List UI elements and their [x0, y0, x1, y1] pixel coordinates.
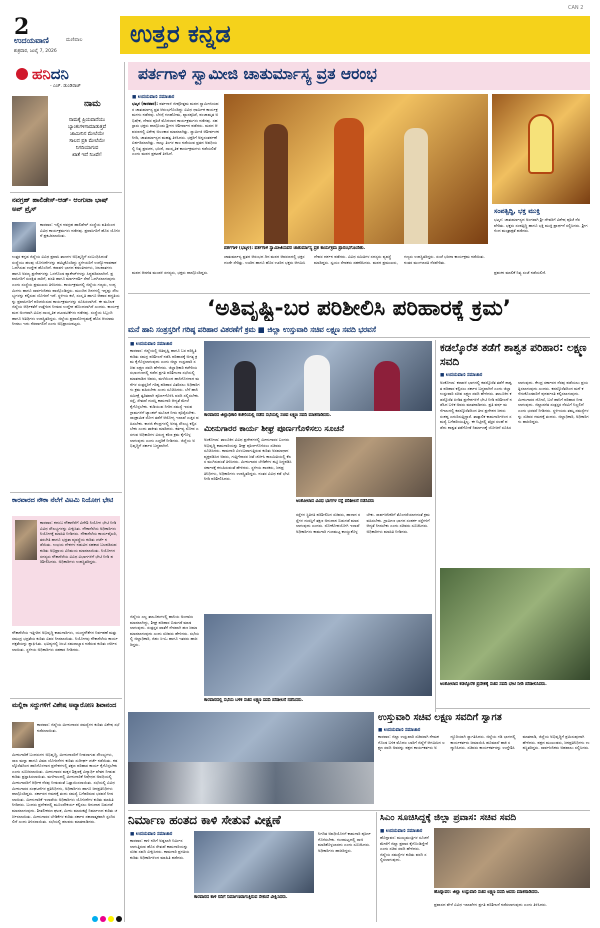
left-column [10, 62, 122, 922]
main-bottom-caption: ಕಾರವಾರದಲ್ಲಿ ಸಭೆಯ ಬಳಿಕ ಸಚಿವ ಲಕ್ಷ್ಮಣ ಸವದಿ ಪರಿಶೀಲನೆ ನಡೆಸಿದರು. [204, 698, 304, 703]
right-body: ಅಂಕೋಲಾ: ಕರಾವಳಿ ಭಾಗದಲ್ಲಿ ಕಡಲ್ಕೊರೆತ ತಡೆಗೆ ಶಾಶ್ವತ ಪರಿಹಾರ ಕಲ್ಪಿಸಲು ಸರ್ಕಾರ ಬದ್ಧವಾಗಿದೆ ಎಂದು ಜಿಲ್ಲಾ ಉಸ್ತುವಾರಿ ಸಚಿವ ಲಕ್ಷ್ಮಣ ಸವದಿ ಹೇಳಿದರು. ತಾಲೂಕಿನ ಕಡಲ್ಕೊರೆತ ಪೀಡಿತ ಪ್ರದೇಶಗಳಿಗೆ ಭೇಟಿ ನೀಡಿ ಪರಿಶೀಲನೆ ನಡೆಸಿದ ಬಳಿಕ ಅವರು ಮಾತನಾಡಿದರು. ಪ್ರತಿ ವರ್ಷ ಮಳೆಗಾಲದಲ್ಲಿ ಕಡಲ್ಕೊರೆತದಿಂದ ತೀರ ಪ್ರದೇಶದ ಜನರು ಸಂಕಷ್ಟ ಎದುರಿಸುತ್ತಿದ್ದಾರೆ. ತಾತ್ಕಾಲಿಕ ಕಾಮಗಾರಿಗಳಿಂದ ಸಮಸ್ಯೆ ಬಗೆಹರಿಯುತ್ತಿಲ್ಲ. ಈ ನಿಟ್ಟಿನಲ್ಲಿ ತಜ್ಞರ ಸಲಹೆ ಪಡೆದು ಶಾಶ್ವತ ತಡೆಗೋಡೆ ನಿರ್ಮಾಣಕ್ಕೆ ಯೋಜನೆ ರೂಪಿಸಲಾಗುವುದು. ಕೇಂದ್ರ ಸರ್ಕಾರದ ನೆರವು ಪಡೆಯಲು ಪ್ರಯತ್ನಿಸಲಾಗುವುದು ಎಂದರು. ಕಡಲ್ಕೊರೆತದಿಂದ ಮನೆ ಕಳೆದುಕೊಂಡವರಿಗೆ ಪುನರ್ವಸತಿ ಕಲ್ಪಿಸಲಾಗುವುದು. ಮೀನುಗಾರರ ದೋಣಿ, ಬಲೆ ಹಾನಿಗೆ ಪರಿಹಾರ ನೀಡಲಾಗುವುದು. ಜಿಲ್ಲಾಡಳಿತ ಸಂತ್ರಸ್ತರ ನೆರವಿಗೆ ನಿಲ್ಲಲಿದೆ ಎಂದು ಭರವಸೆ ನೀಡಿದರು. ಸ್ಥಳೀಯರು ತಮ್ಮ ಸಮಸ್ಯೆಗಳನ್ನು ಸಚಿವರ ಗಮನಕ್ಕೆ ತಂದರು. ಜಿಲ್ಲಾಧಿಕಾರಿ, ಅಧಿಕಾರಿಗಳು ಹಾಜರಿದ್ದರು. [440, 380, 589, 430]
left-story1-body: ಕಾರವಾರ: ಇಲ್ಲಿನ ನವಗ್ರಹ ಹಾಲಿಡೇಸ್ ಸಂಸ್ಥೆಯ ವತಿಯಿಂದ ವಿವಿಧ ಕಾರ್ಯಕ್ರಮಗಳು ನಡೆದವು. ಪ್ರವಾಸಿಗರಿಗೆ ಹೊಸ ಯೋಜನೆ ಪ್ರಕಟಿಸಲಾಯಿತು. [40, 222, 120, 239]
issue-date: ಶುಕ್ರವಾರ, ಜುಲೈ 7, 2026 [14, 49, 57, 54]
left-story3-headline: ಮಲ್ಲಿಕಾ ಸದ್ದುಗಳಿಗೆ ವಿಶೇಷ ಅವ್ಯಾರೋಣ ಶಿವಾನಂದ [12, 702, 117, 709]
city-name: ಮಣಿಪಾಲ [66, 37, 83, 43]
bottom-right-body: ಹೊನ್ನಾವರ: ಮುಖ್ಯಮಂತ್ರಿಗಳ ಸೂಚನೆ ಮೇರೆಗೆ ಜಿಲ್ಲಾ ಪ್ರವಾಸ ಕೈಗೊಂಡಿದ್ದೇನೆ ಎಂದು ಸಚಿವ ಸವದಿ ಹೇಳಿದರು. ಜಿಲ್ಲೆಯ ಸಮಸ್ಯೆಗಳ ಕುರಿತು ವರದಿ ಸಲ್ಲಿಸಲಾಗುವುದು. [380, 835, 429, 863]
bottom-right-body2: ಪ್ರವಾಸದ ವೇಳೆ ವಿವಿಧ ಇಲಾಖೆಗಳ ಪ್ರಗತಿ ಪರಿಶೀಲನೆ ನಡೆಸಲಾಗುವುದು ಎಂದು ತಿಳಿಸಿದರು. [434, 902, 548, 907]
column-divider [376, 812, 377, 922]
left-story3-body-cont: ಮೀನುಗಾರಿಕೆ ಬಂದರುಗಳ ಅಭಿವೃದ್ಧಿ, ಮೀನುಗಾರರಿಗೆ ನೀಡಲಾಗುವ ಸೌಲಭ್ಯಗಳು, ಸಾಲ ಮನ್ನಾ ಹಾಗೂ ವಿಮಾ ಯೋಜನೆಗಳ ಕುರಿತು ಸುದೀರ್ಘ ಚರ್ಚೆ ನಡೆಯಿತು. ಕಡಲ್ಕೊರೆತದಿಂದ ಹಾನಿಗೊಳಗಾದ ಪ್ರದೇಶಗಳಲ್ಲಿ ತಕ್ಷಣ ಪರಿಹಾರ ಕಾರ್ಯ ಕೈಗೊಳ್ಳಬೇಕು ಎಂದು ಸೂಚಿಸಲಾಯಿತು. ಮೀನುಗಾರರ ಮಕ್ಕಳ ಶಿಕ್ಷಣಕ್ಕೆ ವಿದ್ಯಾರ್ಥಿ ವೇತನ ನೀಡುವ ಕುರಿತು ಪ್ರಸ್ತಾಪಿಸಲಾಯಿತು. ಮಳೆಗಾಲದಲ್ಲಿ ಮೀನುಗಾರಿಕೆ ನಿಷೇಧದ ಅವಧಿಯಲ್ಲಿ ಮೀನುಗಾರರಿಗೆ ಆರ್ಥಿಕ ನೆರವು ನೀಡುವಂತೆ ಒತ್ತಾಯಿಸಲಾಯಿತು. ಸಭೆಯಲ್ಲಿ ವಿವಿಧ ಮೀನುಗಾರರ ಸಂಘಟನೆಗಳ ಪ್ರತಿನಿಧಿಗಳು, ಅಧಿಕಾರಿಗಳು ಹಾಗೂ ಜನಪ್ರತಿನಿಧಿಗಳು ಪಾಲ್ಗೊಂಡಿದ್ದರು. ಸರ್ಕಾರದ ಗಮನಕ್ಕೆ ತಂದು ಸಮಸ್ಯೆ ಬಗೆಹರಿಸುವ ಭರವಸೆ ನೀಡಲಾಯಿತು. ಮೀನುಗಾರಿಕೆ ಇಲಾಖೆಯ ಅಧಿಕಾರಿಗಳು ಯೋಜನೆಗಳ ಕುರಿತು ಮಾಹಿತಿ ನೀಡಿದರು. ಬಂದರು ಪ್ರದೇಶದಲ್ಲಿ ಮೂಲಸೌಕರ್ಯ ಕಲ್ಪಿಸಲು ಅನುದಾನ ಬಿಡುಗಡೆ ಮಾಡಲಾಗುವುದು. ಶೀತಲೀಕರಣ ಘಟಕ, ಮೀನು ಮಾರುಕಟ್ಟೆ ನಿರ್ಮಾಣದ ಕುರಿತು ಚರ್ಚಿಸಲಾಯಿತು. ಮೀನುಗಾರರ ಬೇಡಿಕೆಗಳ ಕುರಿತು ಸರ್ಕಾರ ಸಕಾರಾತ್ಮಕವಾಗಿ ಸ್ಪಂದಿಸಲಿದೆ ಎಂದು ತಿಳಿಸಲಾಯಿತು. ಸಭೆಯಲ್ಲಿ ಹಲವರು ಮಾತನಾಡಿದರು. [12, 752, 118, 825]
right-headline: ಕಡಲ್ಕೊರೆತ ತಡೆಗೆ ಶಾಶ್ವತ ಪರಿಹಾರ: ಲಕ್ಷ್ಮಣ ಸವದಿ [440, 342, 587, 368]
column-divider [435, 340, 436, 712]
hanidani-header [10, 62, 122, 92]
main-photo-figure [234, 361, 256, 411]
bottom-right-byline: ■ ಉದಯವಾಣಿ ಸಮಾಚಾರ [380, 829, 423, 834]
divider [10, 492, 122, 493]
bottom-left-byline: ■ ಉದಯವಾಣಿ ಸಮಾಚಾರ [130, 832, 173, 837]
divider [128, 810, 590, 811]
divider [128, 293, 590, 294]
wide-photo [128, 712, 374, 804]
divider [10, 192, 122, 193]
lead-side-photo [492, 94, 590, 204]
deity-icon [528, 114, 554, 174]
register-dot [100, 916, 106, 922]
poem-line: ಖಾತೆ ಇದೆ ನಿಜವೇ! [72, 153, 102, 158]
welcome-byline: ■ ಉದಯವಾಣಿ ಸಮಾಚಾರ [378, 728, 421, 733]
main-inner-photo [296, 437, 432, 497]
lead-dateline: ಭಟ್ಕಳ (ಕಾರವಾರ): [132, 101, 158, 106]
welcome-body: ಕಾರವಾರ: ಜಿಲ್ಲಾ ಉಸ್ತುವಾರಿ ಸಚಿವರಾಗಿ ನೇಮಕಗೊಂಡ ಬಳಿಕ ಮೊದಲ ಬಾರಿಗೆ ಜಿಲ್ಲೆಗೆ ಆಗಮಿಸಿದ ಲಕ್ಷ್ಮಣ ಸವದಿ ಅವರನ್ನು ಪಕ್ಷದ ಕಾರ್ಯಕರ್ತರು ಅದ್ದೂರಿಯಾಗಿ ಸ್ವಾಗತಿಸಿದರು. ಜಿಲ್ಲೆಯ ಗಡಿ ಭಾಗದಲ್ಲಿ ಕಾರ್ಯಕರ್ತರು ಜಮಾಯಿಸಿ ಹೂಮಾಲೆ ಹಾಕಿ ಸನ್ಮಾನಿಸಿದರು. ಸಚಿವರು ಕಾರ್ಯಕರ್ತರನ್ನು ಉದ್ದೇಶಿಸಿ ಮಾತನಾಡಿ, ಜಿಲ್ಲೆಯ ಅಭಿವೃದ್ಧಿಗೆ ಶ್ರಮಿಸುವುದಾಗಿ ಹೇಳಿದರು. ಪಕ್ಷದ ಮುಖಂಡರು, ಜನಪ್ರತಿನಿಧಿಗಳು ಉಪಸ್ಥಿತರಿದ್ದರು. ಸಾರ್ವಜನಿಕರು ಅಹವಾಲು ಸಲ್ಲಿಸಿದರು. [378, 734, 590, 751]
main-bottom-photo [204, 614, 432, 696]
left-story2-photo [15, 520, 37, 560]
left-story2-box [12, 516, 120, 626]
bottom-left-headline: ನಿರ್ಮಾಣ ಹಂತದ ಕಾಳಿ ಸೇತುವೆ ವೀಕ್ಷಣೆ [128, 813, 281, 827]
lead-headline-bar [128, 62, 590, 90]
left-story3-body: ಕಾರವಾರ: ಜಿಲ್ಲೆಯ ಮೀನುಗಾರರ ಸಮಸ್ಯೆಗಳ ಕುರಿತು ವಿಶೇಷ ಸಭೆ ನಡೆಸಲಾಯಿತು. [37, 722, 120, 733]
bottom-right-photo [434, 828, 590, 888]
poem-line: ನಿಗದಿಯಾಗುವ [75, 146, 99, 151]
columnist-name: - ಎಚ್. ಡುಂಡಿರಾಜ್ [50, 84, 81, 89]
welcome-headline: ಉಸ್ತುವಾರಿ ಸಚಿವ ಲಕ್ಷ್ಮಣ ಸವದಿಗೆ ಸ್ವಾಗತ [378, 712, 502, 723]
main-subhead: ಮನೆ ಹಾನಿ ಸಂತ್ರಸ್ತರಿಗೆ ಗರಿಷ್ಠ ಪರಿಹಾರ ವಿತರಣೆಗೆ ಕ್ರಮ ■ ಜಿಲ್ಲಾ ಉಸ್ತುವಾರಿ ಸಚಿವ ಲಕ್ಷ್ಮಣ ಸವದಿ ಭರವಸೆ [128, 325, 376, 334]
bottom-right-caption: ಹೊನ್ನಾವರ: ಜಿಲ್ಲಾ ಉಸ್ತುವಾರಿ ಸಚಿವ ಲಕ್ಷ್ಮಣ ಸವದಿ ಅವರು ಮಾತನಾಡಿದರು. [434, 890, 540, 895]
poem-line: ಸಾಲದ ಪ್ರತಿ ಮೇಲೆಯೇ [69, 139, 105, 144]
main-body-col3: ರಸ್ತೆಗಳ ಸ್ಥಿತಿಗತಿ ಪರಿಶೀಲಿಸಿದ ಸಚಿವರು, ಹಾಳಾದ ರಸ್ತೆಗಳ ದುರಸ್ತಿಗೆ ತಕ್ಷಣ ಅನುದಾನ ಬಿಡುಗಡೆ ಮಾಡಲಾಗುವುದು ಎಂದರು. ಲೋಕೋಪಯೋಗಿ ಇಲಾಖೆ ಅಧಿಕಾರಿಗಳು ಕಾಮಗಾರಿ ಗುಣಮಟ್ಟ ಕಾಯ್ದುಕೊಳ್ಳಬೇಕು. ಸಾರ್ವಜನಿಕರಿಗೆ ತೊಂದರೆಯಾಗದಂತೆ ಕ್ರಮ ವಹಿಸಬೇಕು. ಗ್ರಾಮೀಣ ಭಾಗದ ಸಂಪರ್ಕ ರಸ್ತೆಗಳಿಗೆ ಆದ್ಯತೆ ನೀಡಬೇಕು ಎಂದು ಸಚಿವರು ಸೂಚಿಸಿದರು. ಅಧಿಕಾರಿಗಳು ಮಾಹಿತಿ ನೀಡಿದರು. [296, 512, 430, 534]
registration-marks [92, 916, 122, 922]
edition-tag: CAN 2 [568, 5, 584, 11]
main-photo [204, 341, 432, 411]
main-headline: ‘ಅತಿವೃಷ್ಟಿ-ಬರ ಪರಿಶೀಲಿಸಿ ಪರಿಹಾರಕ್ಕೆ ಕ್ರಮ’ [207, 296, 511, 321]
main-body-col1: ಕಾರವಾರ: ಜಿಲ್ಲೆಯಲ್ಲಿ ಅತಿವೃಷ್ಟಿ ಹಾಗೂ ಬರ ಪರಿಸ್ಥಿತಿ ಕುರಿತು ಸಮಗ್ರ ಪರಿಶೀಲನೆ ನಡೆಸಿ ಪರಿಹಾರಕ್ಕೆ ಅಗತ್ಯ ಕ್ರಮ ಕೈಗೊಳ್ಳಲಾಗುವುದು ಎಂದು ಜಿಲ್ಲಾ ಉಸ್ತುವಾರಿ ಸಚಿವ ಲಕ್ಷ್ಮಣ ಸವದಿ ಹೇಳಿದರು. ಜಿಲ್ಲಾಧಿಕಾರಿ ಕಚೇರಿಯ ಸಭಾಂಗಣದಲ್ಲಿ ನಡೆದ ಪ್ರಗತಿ ಪರಿಶೀಲನಾ ಸಭೆಯಲ್ಲಿ ಮಾತನಾಡಿದ ಅವರು, ಮಳೆಯಿಂದ ಹಾನಿಗೊಳಗಾದ ಮನೆಗಳ ಸಂತ್ರಸ್ತರಿಗೆ ಗರಿಷ್ಠ ಪರಿಹಾರ ವಿತರಿಸಲು ಅಧಿಕಾರಿಗಳು ಕ್ರಮ ವಹಿಸಬೇಕು ಎಂದು ಸೂಚಿಸಿದರು. ಬೆಳೆ ಹಾನಿ ಸಮೀಕ್ಷೆ ತ್ವರಿತವಾಗಿ ಪೂರ್ಣಗೊಳಿಸಿ ವರದಿ ಸಲ್ಲಿಸಬೇಕು. ರಸ್ತೆ, ಸೇತುವೆ ದುರಸ್ತಿ ಕಾಮಗಾರಿ ಆದ್ಯತೆ ಮೇಲೆ ಕೈಗೊಳ್ಳಬೇಕು. ಕುಡಿಯುವ ನೀರಿನ ಸಮಸ್ಯೆ ಇರುವ ಗ್ರಾಮಗಳಿಗೆ ಟ್ಯಾಂಕರ್ ಮೂಲಕ ನೀರು ಪೂರೈಸಬೇಕು. ಸಾಂಕ್ರಾಮಿಕ ರೋಗ ತಡೆಗೆ ಆರೋಗ್ಯ ಇಲಾಖೆ ಎಚ್ಚರ ವಹಿಸಬೇಕು. ಕಾಳಜಿ ಕೇಂದ್ರಗಳಲ್ಲಿ ಅಗತ್ಯ ಸೌಲಭ್ಯ ಕಲ್ಪಿಸಬೇಕು ಎಂದು ತಾಕೀತು ಮಾಡಿದರು. ಕರ್ತವ್ಯ ಲೋಪ ಎಸಗುವ ಅಧಿಕಾರಿಗಳ ವಿರುದ್ಧ ಕಠಿಣ ಕ್ರಮ ಕೈಗೊಳ್ಳಲಾಗುವುದು ಎಂದು ಎಚ್ಚರಿಕೆ ನೀಡಿದರು. ಜಿಲ್ಲೆಯ ಅಭಿವೃದ್ಧಿಗೆ ಸರ್ಕಾರ ಬದ್ಧವಾಗಿದೆ. [130, 348, 200, 449]
bottom-right-headline: ಸಿಎಂ ಸೂಚಿಸಿದ್ದಕ್ಕೆ ಜಿಲ್ಲಾ ಪ್ರವಾಸ: ಸಚಿವ ಸವದಿ [380, 813, 517, 823]
main-photo-figure [374, 361, 400, 411]
bottom-left-body2: ನಿಗದಿತ ಅವಧಿಯೊಳಗೆ ಕಾಮಗಾರಿ ಪೂರ್ಣಗೊಳಿಸಬೇಕು. ಗುಣಮಟ್ಟದಲ್ಲಿ ರಾಜಿ ಮಾಡಿಕೊಳ್ಳಬಾರದು ಎಂದು ಸೂಚಿಸಿದರು. ಅಧಿಕಾರಿಗಳು ಹಾಜರಿದ್ದರು. [318, 831, 371, 853]
poem-body [52, 117, 122, 159]
left-story3-photo [12, 722, 34, 748]
main-body-col1-cont: ಜಿಲ್ಲೆಯ ಎಲ್ಲ ತಾಲೂಕುಗಳಲ್ಲಿ ಹಾನಿಯ ಅಂದಾಜು ಮಾಡಲಾಗಿದ್ದು, ಶೀಘ್ರ ಪರಿಹಾರ ಬಿಡುಗಡೆ ಮಾಡಲಾಗುವುದು. ಸಂತ್ರಸ್ತರ ಖಾತೆಗೆ ನೇರವಾಗಿ ಹಣ ಜಮಾ ಮಾಡಲಾಗುವುದು ಎಂದು ಸಚಿವರು ಹೇಳಿದರು. ಸಭೆಯಲ್ಲಿ ಜಿಲ್ಲಾಧಿಕಾರಿ, ಜಿಪಂ ಸಿಇಒ ಹಾಗೂ ಇತರರು ಹಾಜರಿದ್ದರು. [130, 614, 200, 647]
main-photo-caption: ಕಾರವಾರದ ಜಿಲ್ಲಾಧಿಕಾರಿ ಕಚೇರಿಯಲ್ಲಿ ನಡೆದ ಸಭೆಯಲ್ಲಿ ಸಚಿವ ಲಕ್ಷ್ಮಣ ಸವದಿ ಮಾತನಾಡಿದರು. [204, 413, 332, 418]
right-photo-caption: ಅಂಕೋಲಾದ ಕಡಲ್ಕೊರೆತ ಪ್ರದೇಶಕ್ಕೆ ಸಚಿವ ಸವದಿ ಭೇಟಿ ನೀಡಿ ಪರಿಶೀಲಿಸಿದರು. [440, 682, 547, 687]
lead-side-body: ಭಟ್ಕಳ: ಚಾತುರ್ಮಾಸ್ಯದ ಅಂಗವಾಗಿ ಶ್ರೀ ದೇವರಿಗೆ ವಿಶೇಷ ಪೂಜೆ ನೆರವೇರಿತು. ಭಕ್ತರು ಸಂಪತ್ಸಿದ್ಧಿ ಹಾಗೂ ಭಕ್ತಿ ಮುಕ್ತಿ ಪ್ರಾರ್ಥನೆ ಸಲ್ಲಿಸಿದರು. ಶ್ರೀಗಳಿಂದ ಮಂತ್ರಾಕ್ಷತೆ ಪಡೆದರು. [494, 217, 588, 234]
section-banner [120, 16, 590, 54]
register-dot [92, 916, 98, 922]
bottom-left-body: ಕಾರವಾರ: ಕಾಳಿ ನದಿಗೆ ಅಡ್ಡಲಾಗಿ ನಿರ್ಮಿಸಲಾಗುತ್ತಿರುವ ಹೊಸ ಸೇತುವೆ ಕಾಮಗಾರಿಯನ್ನು ಸಚಿವ ಸವದಿ ವೀಕ್ಷಿಸಿದರು. ಕಾಮಗಾರಿ ಪ್ರಗತಿಯ ಕುರಿತು ಅಧಿಕಾರಿಗಳಿಂದ ಮಾಹಿತಿ ಪಡೆದರು. [130, 838, 190, 860]
section-title: ಉತ್ತರ ಕನ್ನಡ [130, 20, 231, 48]
right-photo [440, 568, 590, 680]
left-story2-body-cont: ನೌಕಾನೆಲೆಯ ಇತ್ತೀಚಿನ ಅಭಿವೃದ್ಧಿ ಕಾಮಗಾರಿಗಳು, ಯುದ್ಧನೌಕೆಗಳ ನಿರ್ವಹಣೆ ಮತ್ತು ಸಮುದ್ರ ಭದ್ರತೆಯ ಕುರಿತು ವಿವರ ನೀಡಲಾಯಿತು. ನಿಯೋಗವು ನೌಕಾನೆಲೆಯ ಕಾರ್ಯದಕ್ಷತೆಯನ್ನು ಶ್ಲಾಘಿಸಿತು. ಭವಿಷ್ಯದಲ್ಲಿ ಜಂಟಿ ಸಮರಾಭ್ಯಾಸ ನಡೆಸುವ ಕುರಿತು ಚರ್ಚಿಸಲಾಯಿತು. ಸ್ಥಳೀಯ ಅಧಿಕಾರಿಗಳು ಸಹಕಾರ ನೀಡಿದರು. [12, 630, 118, 652]
main-body-col2: ಅಂಕೋಲಾ: ತಾಲೂಕಿನ ವಿವಿಧ ಪ್ರದೇಶಗಳಲ್ಲಿ ಮೀನುಗಾರರ ಬಂದರು ಅಭಿವೃದ್ಧಿ ಕಾಮಗಾರಿಯನ್ನು ಶೀಘ್ರ ಪೂರ್ಣಗೊಳಿಸಲು ಸಚಿವರು ಸೂಚಿಸಿದರು. ಕಾಮಗಾರಿ ವಿಳಂಬವಾಗುತ್ತಿರುವ ಕುರಿತು ಅಸಮಾಧಾನ ವ್ಯಕ್ತಪಡಿಸಿದ ಅವರು, ಗುತ್ತಿಗೆದಾರರ ಜತೆ ಚರ್ಚಿಸಿ ಕಾಲಮಿತಿಯಲ್ಲಿ ಕೆಲಸ ಮುಗಿಸುವಂತೆ ತಿಳಿಸಿದರು. ಮೀನುಗಾರರ ಬೇಡಿಕೆಗಳ ಪಟ್ಟಿ ಸಿದ್ಧಪಡಿಸಿ ಸರ್ಕಾರಕ್ಕೆ ಕಳುಹಿಸುವಂತೆ ಹೇಳಿದರು. ಸ್ಥಳೀಯ ಶಾಸಕರು, ಜನಪ್ರತಿನಿಧಿಗಳು, ಅಧಿಕಾರಿಗಳು ಉಪಸ್ಥಿತರಿದ್ದರು. ನಂತರ ವಿವಿಧ ಕಡೆ ಭೇಟಿ ನೀಡಿ ಪರಿಶೀಲಿಸಿದರು. [204, 437, 292, 482]
paper-name: ಉದಯವಾಣಿ [14, 36, 49, 45]
left-story1-headline: ನವಗ್ರಹ್ ಹಾಲಿಡೇಸ್-ಆಡ್- ಆಂಗುಟಾ ಭಾಷ್ ಅಪ್ ಪ್ರೈಸ್ [12, 196, 109, 213]
divider [10, 698, 122, 699]
masthead [0, 0, 600, 60]
bottom-left-photo [194, 831, 314, 893]
brand-part2: ದನಿ [50, 65, 69, 83]
divider [435, 708, 590, 709]
main-inner-headline: ಮೀನುಗಾರರ ಕಾರ್ಯ ಶೀಘ್ರ ಪೂರ್ಣಗೊಳಿಸಲು ಸೂಚನೆ [204, 424, 344, 433]
divider [128, 337, 590, 338]
bottom-left-caption: ಕಾರವಾರದ ಕಾಳಿ ನದಿಗೆ ನಿರ್ಮಾಣವಾಗುತ್ತಿರುವ ಸೇತುವೆ ವೀಕ್ಷಿಸಿದರು. [194, 895, 288, 900]
lead-photo-figure [334, 118, 364, 244]
right-byline: ■ ಉದಯವಾಣಿ ಸಮಾಚಾರ [440, 373, 483, 378]
lead-photo-figure [404, 128, 428, 244]
lead-photo-caption: ಪರ್ತಗಾಳಿ (ಭಟ್ಕಳ): ಪರ್ತಗಾಳಿ ಸ್ವಾಮೀಜಿಯವರ ಚಾತುರ್ಮಾಸ್ಯ ವ್ರತ ಕಾರ್ಯಕ್ರಮ ಪ್ರಾರಂಭಗೊಂಡಿತು. [224, 246, 366, 251]
poem-line: ನಾಮಕ್ಕೆ ಪ್ರಿಯವಾದೆಯು [68, 118, 106, 123]
brand-part1: ಹನಿ [32, 65, 51, 83]
lead-body-left-cont: ಮಠದ ಆಡಳಿತ ಮಂಡಳಿ ಸದಸ್ಯರು, ಭಕ್ತರು ಪಾಲ್ಗೊಂಡಿದ್ದರು. [132, 270, 209, 275]
lead-side-title: ಸಂಪತ್ಸಿದ್ಧಿ, ಭಕ್ತ ಮುಕ್ತಿ [494, 207, 541, 215]
brand-icon [16, 68, 28, 80]
poem-line: ಜಾಮೀನಿನ ಮೇಲೆಯೇ [70, 132, 104, 137]
columnist-photo [12, 96, 48, 186]
page-number: 2 [14, 14, 30, 40]
column-divider [124, 62, 125, 922]
main-inner-caption: ಅಂಕೋಲಾದ ವಿವಿಧ ಭಾಗಗಳ ರಸ್ತೆ ಪರಿಶೀಲನೆ ನಡೆಸಿದರು [296, 499, 375, 504]
lead-side-body-cont: ಪ್ರವಚನ ಮಾಲಿಕೆ ನಿತ್ಯ ಸಂಜೆ ನಡೆಯಲಿದೆ. [494, 270, 547, 275]
register-dot [108, 916, 114, 922]
main-byline: ■ ಉದಯವಾಣಿ ಸಮಾಚಾರ [130, 342, 173, 347]
lead-body: ಭಟ್ಕಳ (ಕಾರವಾರ): ಪರ್ತಗಾಳಿ ಜೀವೋತ್ತಮ ಮಠದ ಸ್ವಾಮೀಜಿಯವರ ಚಾತುರ್ಮಾಸ್ಯ ವ್ರತ ಆರಂಭಗೊಂಡಿದ್ದು ವಿವಿಧ ಧಾರ್ಮಿಕ ಕಾರ್ಯಕ್ರಮಗಳು ನಡೆದವು. ಬೆಳಗ್ಗೆ ಗಣಹೋಮ, ವ್ಯಾಸಪೂಜೆ, ಪಂಚಾಮೃತ ಅಭಿಷೇಕ, ದೇವರ ಪೂಜೆ ಮೊದಲಾದ ಕಾರ್ಯಕ್ರಮಗಳು ನಡೆದವು. ಸಹಸ್ರಾರು ಭಕ್ತರು ಪಾಲ್ಗೊಂಡು ಶ್ರೀಗಳ ಆಶೀರ್ವಾದ ಪಡೆದರು. ಮಠದ ಆವರಣದಲ್ಲಿ ವಿಶೇಷ ಅಲಂಕಾರ ಮಾಡಲಾಗಿತ್ತು. ಸ್ವಾಮೀಜಿ ಆಶೀರ್ವಚನ ನೀಡಿ, ಚಾತುರ್ಮಾಸ್ಯದ ಮಹತ್ವ ತಿಳಿಸಿದರು. ಭಕ್ತರಿಗೆ ಅನ್ನಸಂತರ್ಪಣೆ ಏರ್ಪಡಿಸಲಾಗಿತ್ತು. ನಾಲ್ಕು ತಿಂಗಳ ಕಾಲ ನಡೆಯುವ ವ್ರತದ ಅವಧಿಯಲ್ಲಿ ನಿತ್ಯ ಪ್ರವಚನ, ಭಜನೆ, ಸಾಂಸ್ಕೃತಿಕ ಕಾರ್ಯಕ್ರಮಗಳು ನಡೆಯಲಿವೆ ಎಂದು ಮಠದ ಪ್ರಕಟಣೆ ತಿಳಿಸಿದೆ. [132, 101, 220, 157]
left-story1-body-cont: ಉತ್ತರ ಕನ್ನಡ ಜಿಲ್ಲೆಯ ವಿವಿಧ ಪ್ರವಾಸಿ ತಾಣಗಳ ಅಭಿವೃದ್ಧಿಗೆ ಸಂಬಂಧಿಸಿದಂತೆ ಸಂಸ್ಥೆಯು ಹಲವು ಯೋಜನೆಗಳನ್ನು ಹಮ್ಮಿಕೊಂಡಿದ್ದು ಸ್ಥಳೀಯರಿಗೆ ಉದ್ಯೋಗಾವಕಾಶ ಒದಗಿಸುವ ಉದ್ದೇಶ ಹೊಂದಿದೆ. ಕರಾವಳಿ ಭಾಗದ ಕಡಲತೀರಗಳು, ಜಲಪಾತಗಳು ಹಾಗೂ ಅರಣ್ಯ ಪ್ರದೇಶಗಳನ್ನು ಒಳಗೊಂಡ ಪ್ಯಾಕೇಜ್‌ಗಳನ್ನು ಸಿದ್ಧಪಡಿಸಲಾಗಿದೆ. ಪ್ರವಾಸಿಗರಿಗೆ ಸುರಕ್ಷಿತ ಸಾರಿಗೆ, ವಸತಿ ಹಾಗೂ ಮಾರ್ಗದರ್ಶಿ ಸೇವೆ ಒದಗಿಸಲಾಗುವುದು ಎಂದು ಸಂಸ್ಥೆಯ ಪ್ರಮುಖರು ತಿಳಿಸಿದರು. ಕಾರ್ಯಕ್ರಮದಲ್ಲಿ ಜಿಲ್ಲೆಯ ಗಣ್ಯರು, ಉದ್ಯಮಿಗಳು ಹಾಗೂ ಸಾರ್ವಜನಿಕರು ಪಾಲ್ಗೊಂಡಿದ್ದರು. ಮುಂದಿನ ದಿನಗಳಲ್ಲಿ ಇನ್ನಷ್ಟು ಸೌಲಭ್ಯಗಳನ್ನು ಕಲ್ಪಿಸುವ ಯೋಜನೆ ಇದೆ. ಸ್ಥಳೀಯ ಕಲೆ, ಸಂಸ್ಕೃತಿ ಹಾಗೂ ಆಹಾರ ಪದ್ಧತಿಯನ್ನು ಪ್ರವಾಸಿಗರಿಗೆ ಪರಿಚಯಿಸುವ ಕಾರ್ಯಕ್ರಮಗಳನ್ನು ರೂಪಿಸಲಾಗಿದೆ. ಈ ಮೂಲಕ ಜಿಲ್ಲೆಯ ಆರ್ಥಿಕತೆಗೆ ಉತ್ತೇಜನ ನೀಡುವ ಉದ್ದೇಶ ಹೊಂದಲಾಗಿದೆ ಎಂದರು. ಕಾರ್ಯಕ್ರಮದ ಅಂಗವಾಗಿ ವಿವಿಧ ಸಾಂಸ್ಕೃತಿಕ ಚಟುವಟಿಕೆಗಳು ನಡೆದವು. ಸಂಸ್ಥೆಯ ಸಿಬ್ಬಂದಿ ಹಾಗೂ ಅತಿಥಿಗಳು ಉಪಸ್ಥಿತರಿದ್ದರು. ಜಿಲ್ಲೆಯ ಪ್ರವಾಸೋದ್ಯಮಕ್ಕೆ ಹೊಸ ಆಯಾಮ ನೀಡಲು ಇದು ನೆರವಾಗಲಿದೆ ಎಂದು ಅಭಿಪ್ರಾಯಪಟ್ಟರು. [12, 254, 120, 327]
lead-body-cont: ಚಾತುರ್ಮಾಸ್ಯ ವ್ರತದ ಆರಂಭದ ದಿನ ಮಠದ ಆವರಣದಲ್ಲಿ ಭಕ್ತರ ದಂಡೇ ಸೇರಿತ್ತು. ಊರಿನ ಹಾಗೂ ಹೊರ ಊರಿನ ಭಕ್ತರು ಆಗಮಿಸಿ ದೇವರ ದರ್ಶನ ಪಡೆದರು. ವಿವಿಧ ಸಮಿತಿಗಳ ಸದಸ್ಯರು ವ್ಯವಸ್ಥೆ ಮಾಡಿದ್ದರು. ಸ್ವಯಂ ಸೇವಕರು ಸಹಕರಿಸಿದರು. ಮಠದ ಪ್ರಮುಖರು, ಗಣ್ಯರು ಉಪಸ್ಥಿತರಿದ್ದರು. ಸಂಜೆ ಭಜನಾ ಕಾರ್ಯಕ್ರಮ ನಡೆಯಿತು. ನಂತರ ಮಂಗಳಾರತಿ ನೆರವೇರಿತು. [224, 254, 485, 265]
lead-headline: ಪರ್ತಗಾಳಿ ಸ್ವಾಮೀಜಿ ಚಾತುರ್ಮಾಸ್ಯ ವ್ರತ ಆರಂಭ [138, 65, 377, 83]
lead-photo [224, 94, 488, 244]
lead-byline: ■ ಉದಯವಾಣಿ ಸಮಾಚಾರ [132, 95, 175, 100]
left-story1-photo [12, 222, 36, 252]
brand-title [32, 65, 69, 83]
poem-line: ಬ್ಯಾಂಕುಗಳಿಗಾಮಾಡುತ್ತವೆ [68, 125, 106, 130]
lead-photo-figure [264, 124, 288, 244]
main-photo-figure [304, 355, 330, 411]
register-dot [116, 916, 122, 922]
left-story2-body: ಕಾರವಾರ: ಕದಂಬ ನೌಕಾನೆಲೆಗೆ ವಿದೇಶಿ ನಿಯೋಗ ಭೇಟಿ ನೀಡಿ ವಿವಿಧ ಸೌಲಭ್ಯಗಳನ್ನು ವೀಕ್ಷಿಸಿತು. ನೌಕಾನೆಲೆಯ ಅಧಿಕಾರಿಗಳು ನಿಯೋಗಕ್ಕೆ ಮಾಹಿತಿ ನೀಡಿದರು. ನೌಕಾನೆಲೆಯ ಕಾರ್ಯವೈಖರಿ, ತರಬೇತಿ ಹಾಗೂ ಭದ್ರತಾ ವ್ಯವಸ್ಥೆಯ ಕುರಿತು ಚರ್ಚೆ ನಡೆಯಿತು. ಉಭಯ ದೇಶಗಳ ನಡುವಿನ ಸಹಕಾರ ಬಲಪಡಿಸುವ ಕುರಿತು ಅಭಿಪ್ರಾಯ ವಿನಿಮಯ ಮಾಡಲಾಯಿತು. ನಿಯೋಗದ ಸದಸ್ಯರು ನೌಕಾನೆಲೆಯ ವಿವಿಧ ವಿಭಾಗಗಳಿಗೆ ಭೇಟಿ ನೀಡಿ ಪರಿಶೀಲಿಸಿದರು. ಅಧಿಕಾರಿಗಳು ಉಪಸ್ಥಿತರಿದ್ದರು. [40, 520, 118, 565]
wide-photo-crowd [128, 762, 374, 804]
poem-title: ನಾಮ [84, 99, 101, 109]
left-story2-headline: ಕಾರವಾರದ ನೌಕಾ ನೆಲೆಗೆ ವಿಟಮಿ ನಿಯೋಗ ಭೇಟಿ [12, 496, 114, 504]
